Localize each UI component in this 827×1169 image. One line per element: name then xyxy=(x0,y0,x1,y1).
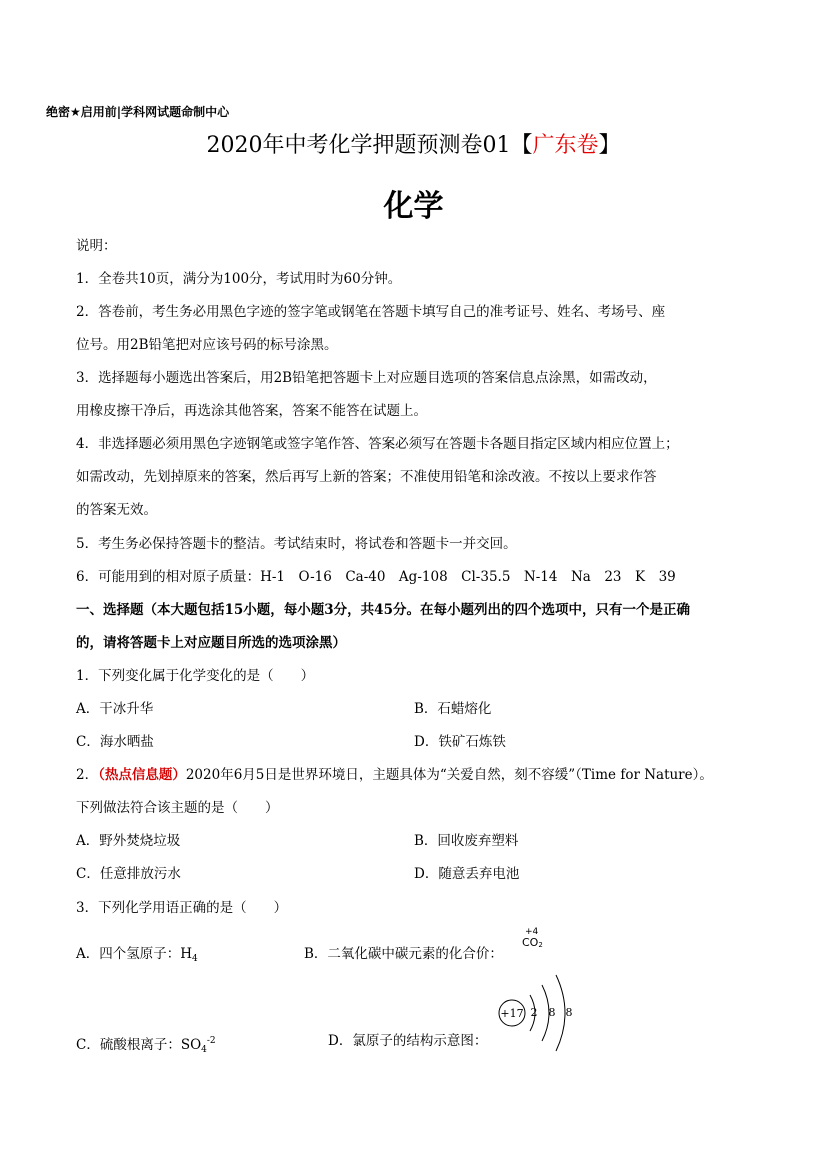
title-suffix: 】 xyxy=(598,133,621,158)
q2-option-c: C．任意排放污水 xyxy=(76,866,181,882)
instruction-2-line1: 2．答卷前，考生务必用黑色字迹的签字笔或钢笔在答题卡填写自己的准考证号、姓名、考场号、座 xyxy=(76,304,666,320)
q3-option-c-subscript: 4 xyxy=(201,1045,207,1055)
instruction-2-line2: 位号。用2B铅笔把对应该号码的标号涂黑。 xyxy=(76,337,338,353)
q1-option-d: D．铁矿石炼铁 xyxy=(414,734,506,750)
q2-hot-topic-tag: （热点信息题） xyxy=(98,767,186,783)
instruction-4-line1: 4．非选择题必须用黑色字迹钢笔或签字笔作答、答案必须写在答题卡各题目指定区域内相应位置上； xyxy=(76,436,679,452)
section1-header-line2: 的，请将答题卡上对应题目所选的选项涂黑） xyxy=(76,635,346,651)
electron-shell-3-arc xyxy=(556,975,565,1051)
co2-formula xyxy=(522,937,543,951)
instruction-4-line3: 的答案无效。 xyxy=(76,502,157,518)
instruction-3-line1: 3．选择题每小题选出答案后，用2B铅笔把答题卡上对应题目选项的答案信息点涂黑，如需改动， xyxy=(76,370,657,386)
q2-option-b: B．回收废弃塑料 xyxy=(414,833,519,849)
q1-option-c: C．海水晒盐 xyxy=(76,734,154,750)
co2-formula-text: CO xyxy=(522,936,539,949)
q3-option-a-subscript: 4 xyxy=(192,954,198,964)
q2-stem-line1 xyxy=(76,766,713,784)
q2-stem-text: 2020年6月5日是世界环境日，主题具体为“关爱自然，刻不容缓”（Time for Nature）。 xyxy=(185,767,713,783)
title-prefix: 2020年中考化学押题预测卷01【 xyxy=(206,133,533,158)
q2-number: 2． xyxy=(76,767,99,783)
instruction-5: 5．考生务必保持答题卡的整洁。考试结束时，将试卷和答题卡一并交回。 xyxy=(76,536,517,552)
instructions-heading: 说明： xyxy=(76,238,117,254)
chlorine-atom-diagram xyxy=(494,968,584,1058)
section1-header-line1: 一、选择题（本大题包括15小题，每小题3分，共45分。在每小题列出的四个选项中，只有一个是正确 xyxy=(76,602,690,618)
q3-option-c-text: C．硫酸根离子：SO xyxy=(76,1037,202,1053)
instruction-3-line2: 用橡皮擦干净后，再选涂其他答案，答案不能答在试题上。 xyxy=(76,403,427,419)
nucleus-charge: +17 xyxy=(500,1007,524,1020)
shell-1-electrons: 2 xyxy=(530,1006,538,1019)
q1-option-a: A．干冰升华 xyxy=(76,701,154,717)
q1-option-b: B．石蜡熔化 xyxy=(414,701,492,717)
q3-stem: 3．下列化学用语正确的是（ ） xyxy=(76,900,288,916)
subject-title: 化学 xyxy=(383,189,444,224)
co2-valence: +4 xyxy=(525,927,539,937)
q2-stem-line2: 下列做法符合该主题的是（ ） xyxy=(76,800,279,816)
co2-valence-formula xyxy=(522,928,543,951)
instruction-6: 6．可能用到的相对原子质量：H-1 O-16 Ca-40 Ag-108 Cl-35.5 N-14 Na 23 K 39 xyxy=(76,569,676,585)
q3-option-a xyxy=(76,945,198,968)
q2-option-a: A．野外焚烧垃圾 xyxy=(76,833,181,849)
q3-option-a-text: A．四个氢原子：H xyxy=(76,946,193,962)
confidential-header: 绝密★启用前|学科网试题命制中心 xyxy=(46,105,230,119)
q3-option-d: D．氯原子的结构示意图： xyxy=(328,1033,488,1049)
co2-formula-subscript: 2 xyxy=(538,941,543,949)
q3-option-b: B．二氧化碳中碳元素的化合价： xyxy=(304,946,503,962)
q2-option-d: D．随意丢弃电池 xyxy=(414,866,520,882)
exam-title xyxy=(0,132,827,160)
shell-2-electrons: 8 xyxy=(548,1006,556,1019)
instruction-4-line2: 如需改动，先划掉原来的答案，然后再写上新的答案；不准使用铅笔和涂改液。不按以上要求作答 xyxy=(76,469,657,485)
q3-option-c-superscript: -2 xyxy=(206,1036,216,1046)
shell-3-electrons: 8 xyxy=(565,1006,573,1019)
q1-stem: 1．下列变化属于化学变化的是（ ） xyxy=(76,668,315,684)
title-region: 广东卷 xyxy=(532,133,599,158)
instruction-1: 1．全卷共10页，满分为100分，考试用时为60分钟。 xyxy=(76,271,402,287)
q3-option-c xyxy=(76,1032,216,1059)
